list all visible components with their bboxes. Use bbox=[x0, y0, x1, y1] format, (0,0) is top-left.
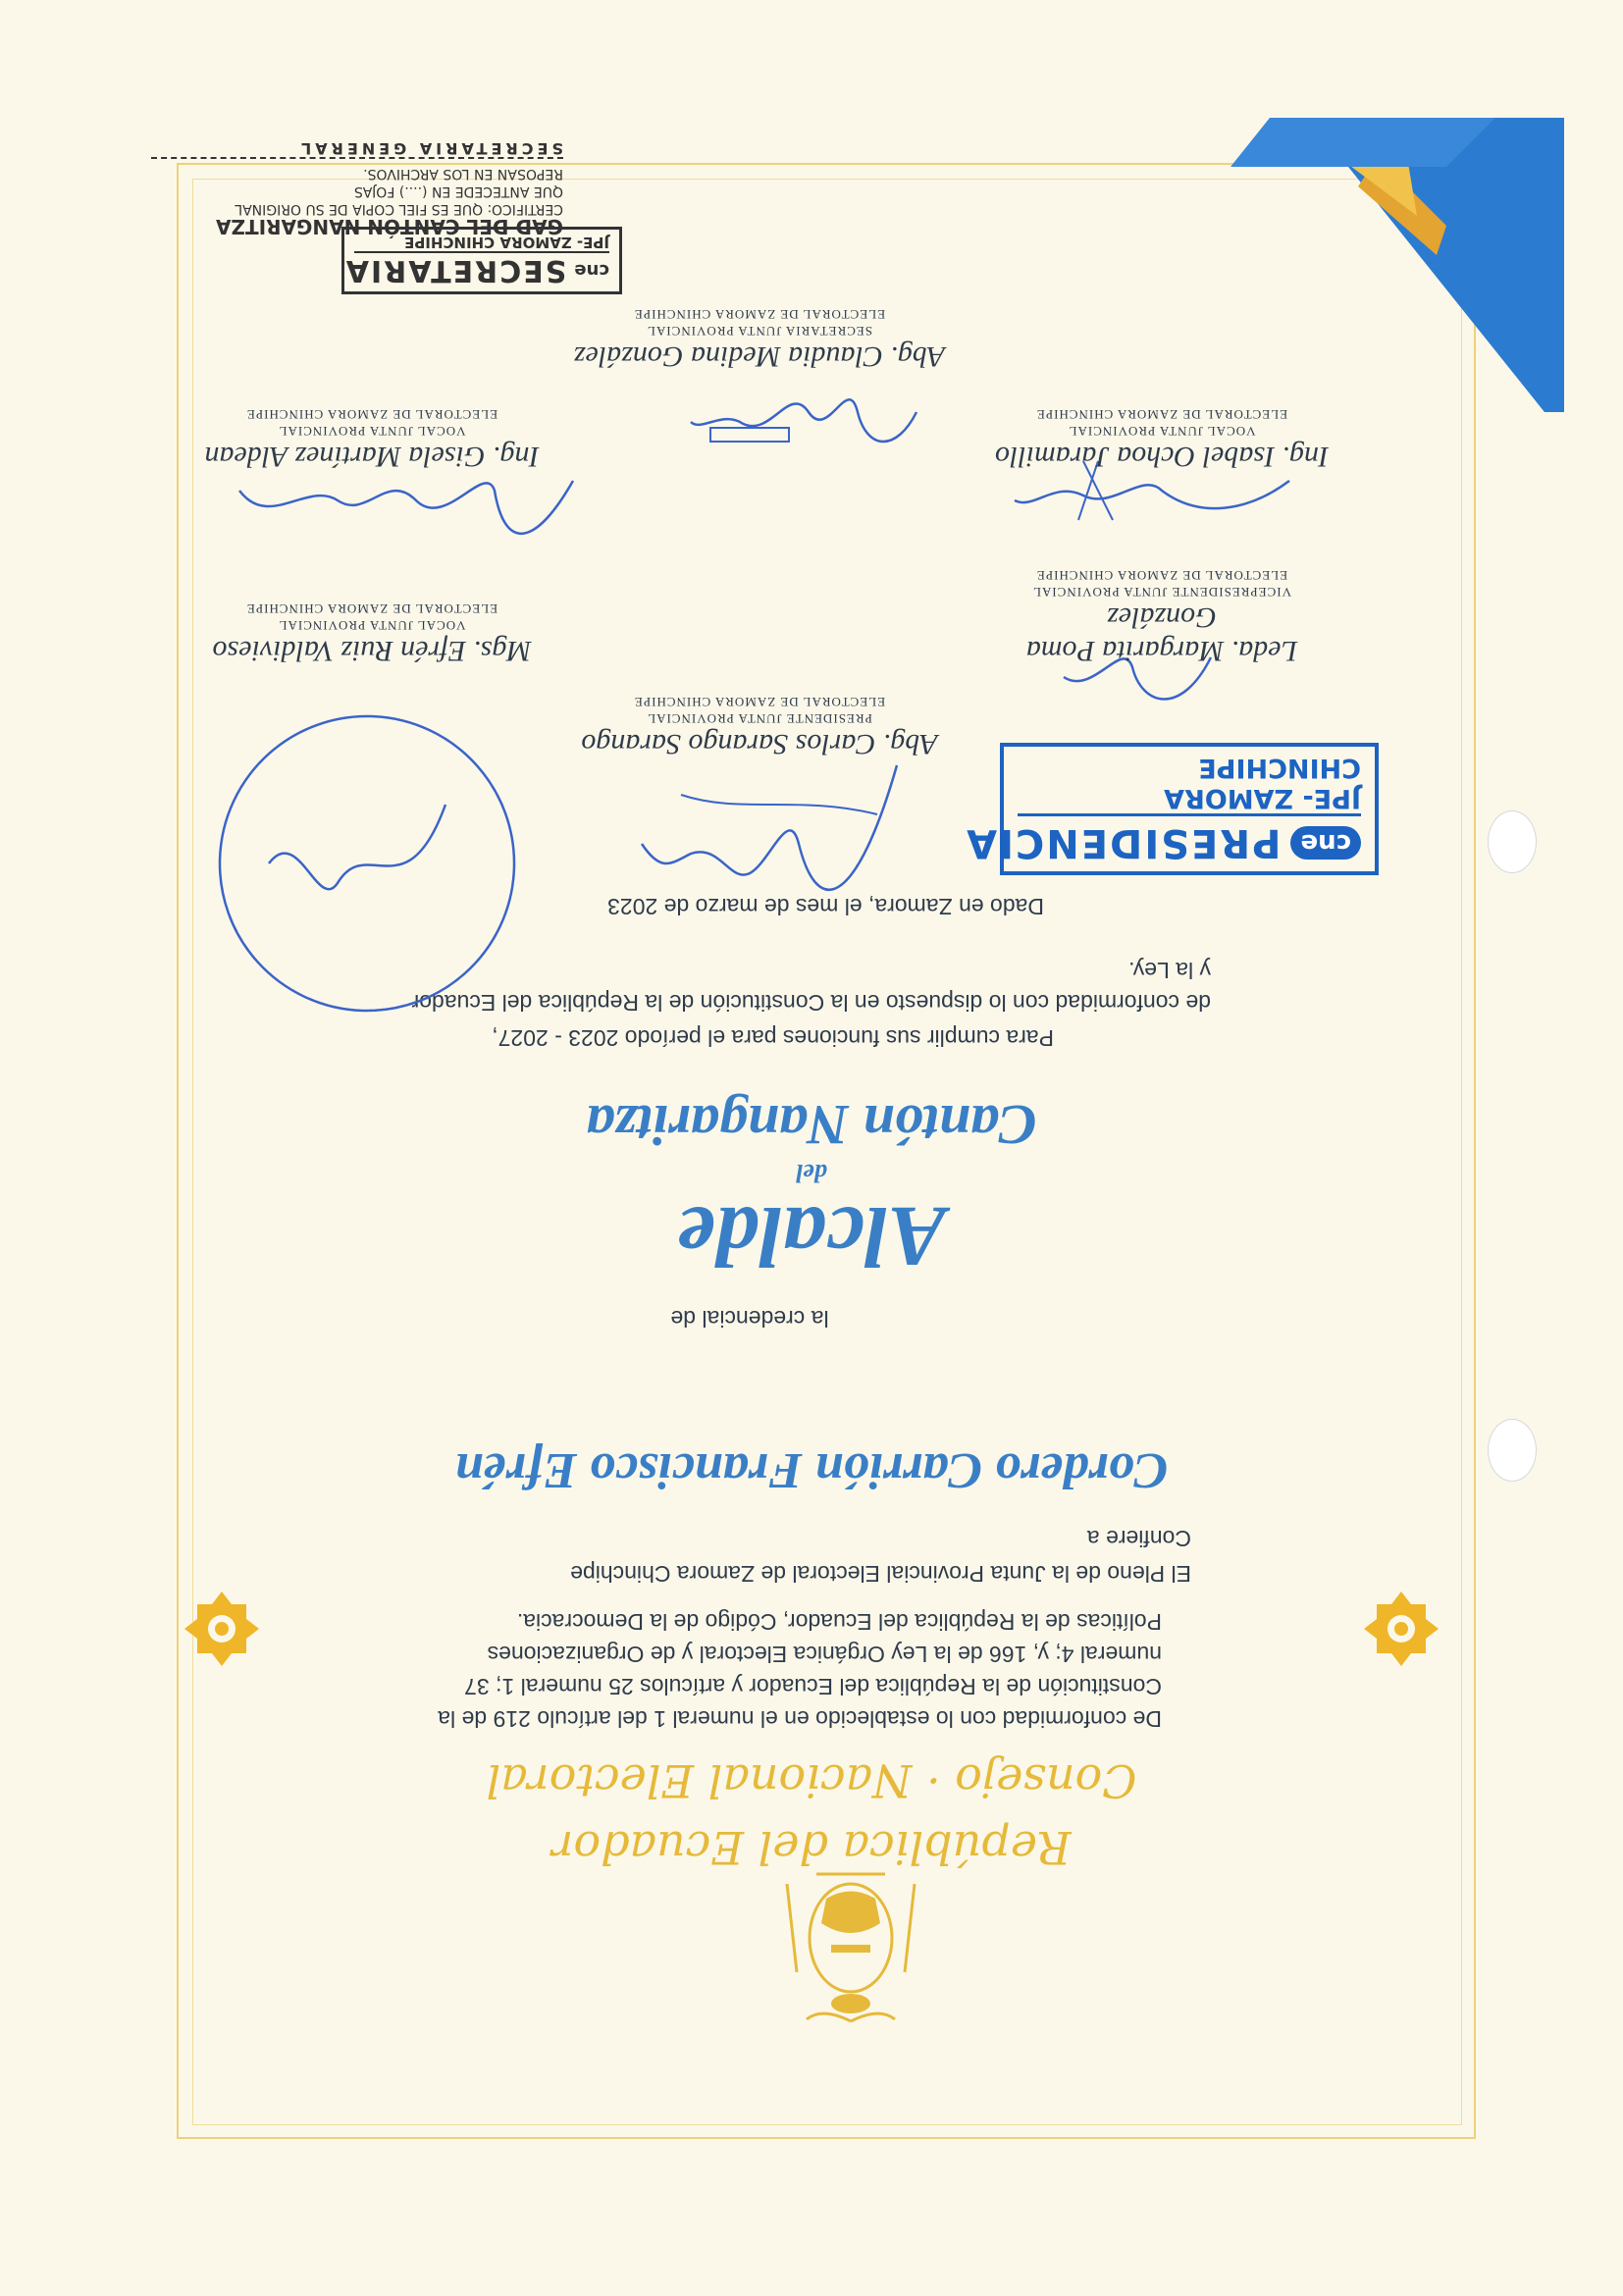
signatory-role: VOCAL JUNTA PROVINCIAL bbox=[1068, 424, 1256, 439]
secretaria-stamp-sub: JPE- ZAMORA CHINCHIPE bbox=[354, 234, 609, 253]
signatory-role: PRESIDENTE JUNTA PROVINCIAL bbox=[647, 711, 872, 726]
coat-of-arms-icon bbox=[777, 1854, 924, 2031]
canton-title: Cantón Nangaritza bbox=[586, 1093, 1037, 1157]
country-title: República del Ecuador bbox=[551, 1821, 1072, 1874]
signatory-role-2: ELECTORAL DE ZAMORA CHINCHIPE bbox=[245, 407, 498, 422]
signatory-ruiz bbox=[185, 600, 558, 667]
conformity-line: de conformidad con lo dispuesto en la Constitución de la República del Ecuador y la Ley. bbox=[411, 958, 1211, 1016]
credencial-line: la credencial de bbox=[670, 1306, 829, 1331]
signatory-name: Mgs. Efrén Ruiz Valdivieso bbox=[212, 635, 532, 667]
cne-logo-icon: cne bbox=[1290, 826, 1361, 860]
ornament-left-icon bbox=[1362, 1590, 1440, 1668]
gad-stamp-footer: SECRETARIA GENERAL bbox=[151, 139, 563, 159]
presidencia-stamp bbox=[965, 743, 1379, 875]
signatory-role-2: ELECTORAL DE ZAMORA CHINCHIPE bbox=[633, 307, 886, 322]
signatory-role: SECRETARIA JUNTA PROVINCIAL bbox=[646, 324, 873, 339]
presidencia-stamp-title: PRESIDENCIA bbox=[965, 820, 1282, 865]
gad-stamp-line4: REPOSAN EN LOS ARCHIVOS. bbox=[363, 166, 563, 182]
pleno-line: El Pleno de la Junta Provincial Electoral de Zamora Chinchipe bbox=[570, 1561, 1191, 1587]
secretaria-stamp-title: SECRETARIA bbox=[343, 253, 567, 287]
signatory-role: VICEPRESIDENTE JUNTA PROVINCIAL bbox=[1032, 585, 1291, 600]
ornament-right-icon bbox=[183, 1590, 261, 1668]
signatory-role: VOCAL JUNTA PROVINCIAL bbox=[278, 424, 466, 439]
signatory-president bbox=[573, 694, 946, 760]
institution-title: Consejo · Nacional Electoral bbox=[486, 1754, 1137, 1807]
signatory-martinez bbox=[185, 406, 558, 473]
position-title: Alcalde bbox=[677, 1188, 946, 1283]
signature-vocal-ruiz bbox=[190, 687, 563, 1040]
cne-logo-icon: cne bbox=[574, 260, 609, 281]
recipient-name: Cordero Carrión Francisco Efrén bbox=[454, 1442, 1169, 1498]
signature-president bbox=[622, 736, 936, 962]
signatory-name: Ing. Gisela Martínez Aldean bbox=[204, 441, 540, 473]
gad-stamp-line2: CERTIFICO: QUE ES FIEL COPIA DE SU ORIGINAL bbox=[235, 201, 563, 217]
signatory-name: Ing. Isabel Ochoa Jaramillo bbox=[995, 441, 1329, 473]
signatory-name: Abg. Claudia Medina González bbox=[573, 340, 946, 373]
signatory-name: Abg. Carlos Sarango Sarango bbox=[581, 728, 938, 760]
signatory-name: Leda. Margarita Poma González bbox=[1025, 601, 1298, 667]
confiere-line: Confiere a bbox=[1086, 1526, 1191, 1551]
signatory-medina bbox=[573, 306, 946, 373]
gad-certification-stamp bbox=[151, 139, 563, 238]
period-line: Para cumplir sus funciones para el período 2023 - 2027, bbox=[492, 1025, 1054, 1051]
ribbon-decoration bbox=[1221, 98, 1564, 412]
signatory-vicepresident bbox=[975, 567, 1348, 667]
signatory-role-2: ELECTORAL DE ZAMORA CHINCHIPE bbox=[1035, 568, 1288, 583]
signatory-role: VOCAL JUNTA PROVINCIAL bbox=[278, 618, 466, 633]
del-word: del bbox=[796, 1159, 827, 1187]
signatory-role-2: ELECTORAL DE ZAMORA CHINCHIPE bbox=[633, 695, 886, 709]
signatory-role-2: ELECTORAL DE ZAMORA CHINCHIPE bbox=[245, 601, 498, 616]
intro-paragraph: De conformidad con lo establecido en el numeral 1 del artículo 219 de la Constitución de la República del Ecuador y artículos 25 numeral 1; 37 numeral 4; y, 166 de la Ley Orgánica Electoral y de Organizaciones Políticas de la República del Ecuador, Código de la Democracia. bbox=[438, 1609, 1162, 1732]
signatory-role-2: ELECTORAL DE ZAMORA CHINCHIPE bbox=[1035, 407, 1288, 422]
signatory-ochoa bbox=[975, 406, 1348, 473]
date-line: Dado en Zamora, el mes de marzo de 2023 bbox=[607, 894, 1044, 919]
presidencia-stamp-sub: JPE- ZAMORA CHINCHIPE bbox=[1018, 753, 1361, 816]
punch-hole-bottom bbox=[1488, 810, 1537, 873]
gad-stamp-line3: QUE ANTECEDE EN (....) FOJAS bbox=[353, 183, 563, 199]
gad-stamp-line1: GAD DEL CANTÓN NANGARITZA bbox=[216, 215, 563, 238]
